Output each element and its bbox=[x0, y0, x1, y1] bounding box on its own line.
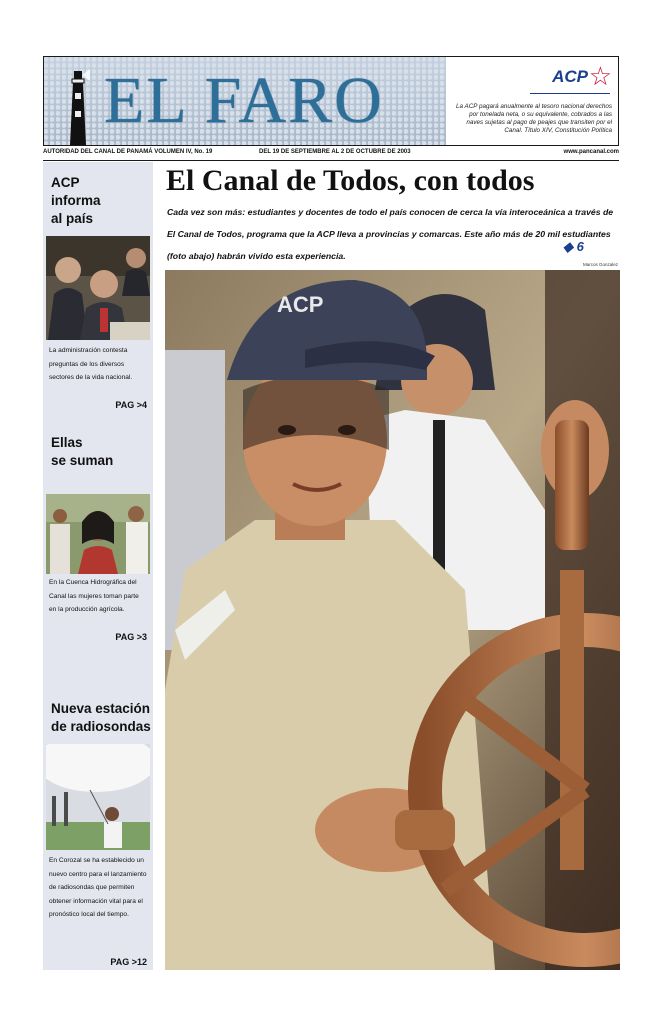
sidebar-heading-line: informa bbox=[51, 193, 101, 208]
sidebar-heading-line: ACP bbox=[51, 175, 80, 190]
sidebar-page-link[interactable]: PAG >12 bbox=[110, 957, 147, 967]
logo-rule bbox=[530, 93, 610, 98]
sidebar-heading-ellas[interactable] bbox=[51, 434, 113, 470]
folio-website[interactable]: www.pancanal.com bbox=[563, 149, 619, 155]
sidebar-heading-line: se suman bbox=[51, 453, 114, 468]
photo-credit: Marcos Gonzalez bbox=[583, 262, 619, 267]
lighthouse-icon bbox=[66, 67, 90, 145]
page-reference[interactable] bbox=[563, 239, 584, 255]
masthead-artwork bbox=[44, 57, 446, 145]
sidebar-page-link[interactable]: PAG >3 bbox=[115, 632, 147, 642]
masthead bbox=[43, 56, 619, 146]
sidebar-heading-line: Nueva estación bbox=[51, 701, 151, 716]
sidebar-caption: En Corozal se ha establecido un nuevo centro para el lanzamiento de radiosondas que permiten obtener información vital para el pronóstico local del tiempo. bbox=[49, 857, 147, 918]
masthead-title: EL FARO bbox=[104, 64, 384, 137]
sidebar-photo-women bbox=[46, 494, 150, 574]
article-deck: Cada vez son más: estudiantes y docentes de todo el país conocen de cerca la vía interoceánica a través de El Canal de Todos, programa que la ACP lleva a provincias y comarcas. Este año más de 20 mil estudiantes (foto abajo) habrán vivido esta experiencia. bbox=[167, 207, 614, 261]
article-headline: El Canal de Todos, con todos bbox=[166, 164, 535, 197]
masthead-quote: La ACP pagará anualmente al tesoro nacional derechos por tonelada neta, o su equivalente, cobrados a las naves sujetas al pago de peajes que transiten por el Canal. Título XIV, Constitución Política bbox=[455, 103, 612, 134]
cap-logo-text: ACP bbox=[277, 292, 324, 317]
masthead-right bbox=[448, 57, 618, 145]
sidebar-photo-officials bbox=[46, 236, 150, 340]
diamond-icon: ◆ bbox=[563, 239, 577, 254]
folio-dates: DEL 19 DE SEPTIEMBRE AL 2 DE OCTUBRE DE 2003 bbox=[259, 149, 411, 155]
folio-bar bbox=[43, 149, 619, 159]
sidebar-heading-line: al país bbox=[51, 211, 94, 226]
sidebar-page-link[interactable]: PAG >4 bbox=[115, 400, 147, 410]
sidebar-heading-line: Ellas bbox=[51, 435, 83, 450]
folio-divider bbox=[43, 160, 619, 161]
acp-logo-text: ACP bbox=[552, 67, 588, 86]
main-photo-student-at-helm bbox=[165, 270, 620, 970]
sidebar-caption: La administración contesta preguntas de los diversos sectores de la vida nacional. bbox=[49, 347, 133, 381]
sidebar-caption: En la Cuenca Hidrográfica del Canal las mujeres toman parte en la producción agrícola. bbox=[49, 579, 139, 613]
sidebar-heading-acp[interactable] bbox=[51, 174, 101, 228]
folio-publisher: AUTORIDAD DEL CANAL DE PANAMÁ VOLUMEN IV, No. 19 bbox=[43, 149, 213, 155]
star-icon: ☆ bbox=[588, 61, 612, 91]
sidebar-heading-radiosondas[interactable] bbox=[51, 700, 151, 736]
page-reference-number: 6 bbox=[576, 239, 584, 254]
sidebar-photo-radiosonde bbox=[46, 744, 150, 850]
sidebar-heading-line: de radiosondas bbox=[51, 719, 151, 734]
sidebar bbox=[43, 162, 153, 970]
